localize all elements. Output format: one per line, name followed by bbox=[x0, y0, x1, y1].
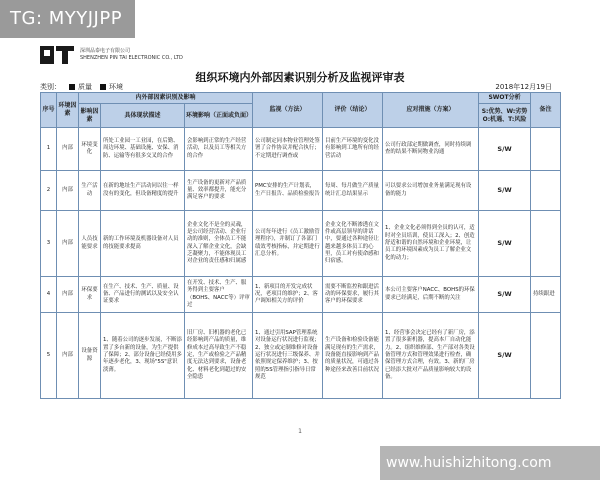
cell-desc: 在新的地址生产活动同以往一样没有的变化，但设备精度的提升 bbox=[101, 171, 185, 211]
header-group: 内外部因素识别及影响 bbox=[79, 93, 253, 104]
cell-note: 持续跟进 bbox=[531, 277, 561, 313]
cell-seq: 1 bbox=[41, 128, 57, 171]
cell-measures: 可以要求公司增加业务量满足现有设备的能力 bbox=[383, 171, 479, 211]
header-swot-sub: S:优势、W:劣势 O:机遇、T:风险 bbox=[479, 104, 531, 128]
cell-monitor: 公司制定同本物业管理处签署了合作协议并配合执行；不定期进行调查或 bbox=[253, 128, 323, 171]
cell-note bbox=[531, 128, 561, 171]
id-tag: TG: MYYJJPP bbox=[0, 0, 135, 38]
checkbox-filled-icon bbox=[69, 84, 75, 90]
cell-swot: S/W bbox=[479, 313, 531, 399]
cell-env: 内部 bbox=[57, 313, 79, 399]
logo-mark-icon bbox=[40, 46, 74, 64]
document-date: 2018年12月19日 bbox=[495, 83, 552, 91]
cell-desc: 所处工业园一工业园，在后勤、周边环境、基础设施、安保、消防、运输等有很多交叉的合作 bbox=[101, 128, 185, 171]
cell-swot: S/W bbox=[479, 277, 531, 313]
cell-impact: 生产活动 bbox=[79, 171, 101, 211]
cell-effect: 生产设备的更新对产品质量、效率都提升，能充分满足客户的要求 bbox=[185, 171, 253, 211]
cell-seq: 5 bbox=[41, 313, 57, 399]
site-watermark: www.huishizhitong.com bbox=[380, 446, 600, 480]
cell-evaluate: 需要不断监控和跟进活动的环保要求，履行其客户的环保要求 bbox=[323, 277, 383, 313]
cell-monitor: 1、新项目的开发完成状况，老项目的维护；2、客户调知相关方的评价 bbox=[253, 277, 323, 313]
document-title: 组织环境内外部因素识别分析及监视评审表 bbox=[195, 71, 405, 84]
evaluation-table bbox=[40, 92, 561, 399]
cell-evaluate: 生产设备和检验设备能满足现有的生产需求，设备能直接影响到产品的质量状况，可通过各种途径来改善目前状况 bbox=[323, 313, 383, 399]
cell-desc: 新的工作环境及机器设备对人员的技能要求提高 bbox=[101, 211, 185, 277]
cell-swot: S/W bbox=[479, 128, 531, 171]
cell-seq: 4 bbox=[41, 277, 57, 313]
cell-env: 内部 bbox=[57, 277, 79, 313]
table-row bbox=[41, 211, 561, 277]
cell-effect: 在开发、技术、生产、服务得到主要客户（BOHS、NACC等）评审过 bbox=[185, 277, 253, 313]
page-number: 1 bbox=[298, 428, 302, 435]
cell-measures: 1、经营事会决定已经有了新厂房，添置了很多新机器，提高本厂自动化能力。2、组织维修部、生产部对各类设备管理方式和管理效果进行检查，确保管理方式合理，有效。3、新的厂房已经添大批对产品质量影响较大的设备。 bbox=[383, 313, 479, 399]
company-en-name: SHENZHEN PIN TAI ELECTRONIC CO., LTD bbox=[80, 55, 183, 61]
cell-note bbox=[531, 171, 561, 211]
category-label: 类别： bbox=[40, 83, 61, 91]
cell-swot: S/W bbox=[479, 171, 531, 211]
cell-note bbox=[531, 313, 561, 399]
header-monitor: 监视（方法） bbox=[253, 93, 323, 128]
cell-monitor: 1、通过引用SAP管理系统对设备运行状况进行监视；2、独立或定制维修对设备运行状况进行三级保养、并依照规定保养维护；3、按照的5S管理指引指导日常规范 bbox=[253, 313, 323, 399]
cell-note bbox=[531, 211, 561, 277]
header-note: 备注 bbox=[531, 93, 561, 128]
header-impact: 影响因素 bbox=[79, 104, 101, 128]
category-option-environment: 环境 bbox=[109, 83, 123, 91]
cell-effect: 旧厂房、旧机器的老化已经影响到产品的质量，维修成本过高导致生产不稳定，生产或检验之产品精度无法达到要求，设备老化、材料老化到超过的安全隐患 bbox=[185, 313, 253, 399]
cell-monitor: 公司每年进行《员工激励管理程序》，并制订了各部门绩效考核指标，并定期进行汇总分析。 bbox=[253, 211, 323, 277]
table-row bbox=[41, 171, 561, 211]
cell-impact: 设备资源 bbox=[79, 313, 101, 399]
cell-evaluate: 企业文化不断渗透在文件或高层领导的讲话中，要通过各种途径让越来越多体员工的心里，员工对有使命感和归宿感。 bbox=[323, 211, 383, 277]
cell-impact: 环境变化 bbox=[79, 128, 101, 171]
header-measures: 应对措施（方案） bbox=[383, 93, 479, 128]
cell-swot: S/W bbox=[479, 211, 531, 277]
cell-measures: 1、企业文化必须得到全员的认可，适时对全员培训，使员工深入；2、创造舒适和谐的自然环境和企业环境，让员工的环境因素成为员工了解企业文化的动力； bbox=[383, 211, 479, 277]
header-swot: SWOT分析 bbox=[479, 93, 531, 104]
cell-impact: 人员技能要求 bbox=[79, 211, 101, 277]
cell-monitor: PMC安排的生产计划表，生产日报告、品质检验报告 bbox=[253, 171, 323, 211]
header-seq: 序号 bbox=[41, 93, 57, 128]
company-cn-name: 深圳品泰电子有限公司 bbox=[80, 48, 131, 54]
cell-effect: 企业文化不是全的灵魂，是公司经营活动、企业行动的准则，全体员工不能深入了解企业文化，会缺乏凝聚力，不能体现员工对企业的责任感和归属感 bbox=[185, 211, 253, 277]
header-desc: 具体现状描述 bbox=[101, 104, 185, 128]
table-row bbox=[41, 128, 561, 171]
cell-env: 内部 bbox=[57, 128, 79, 171]
cell-env: 内部 bbox=[57, 171, 79, 211]
cell-desc: 在生产、技术、生产、质量、设备、产品进行的测试以及安全认证要求 bbox=[101, 277, 185, 313]
company-logo bbox=[40, 46, 183, 64]
cell-env: 内部 bbox=[57, 211, 79, 277]
checkbox-filled-icon bbox=[100, 84, 106, 90]
header-effect: 环境影响（正面或负面） bbox=[185, 104, 253, 128]
cell-measures: 公司行政部定期做调查，同时持续调查的结果不断同物业沟通 bbox=[383, 128, 479, 171]
cell-seq: 2 bbox=[41, 171, 57, 211]
category-selector bbox=[40, 82, 123, 92]
table-row bbox=[41, 313, 561, 399]
category-option-quality: 质量 bbox=[78, 83, 92, 91]
cell-measures: 本公司主要客户NACC、BOHS的环保要求已经满足，后期不断的关注 bbox=[383, 277, 479, 313]
header-env: 环境因素 bbox=[57, 93, 79, 128]
table-row bbox=[41, 277, 561, 313]
cell-seq: 3 bbox=[41, 211, 57, 277]
cell-evaluate: 每周、每月做生产质量统计汇总结果显示 bbox=[323, 171, 383, 211]
cell-evaluate: 目前生产环境的变化没有影响到工地所有的经营活动 bbox=[323, 128, 383, 171]
cell-desc: 1、随着公司的逐步发展，不断添置了多台新的设备，为生产提供了保障；2、部分设备已经使用多年逐步老化，3、现场"5S"意识淡薄。 bbox=[101, 313, 185, 399]
header-evaluate: 评价（结论） bbox=[323, 93, 383, 128]
cell-effect: 会影响到正常的生产经营活动，以及员工等相关方的合作 bbox=[185, 128, 253, 171]
cell-impact: 环保要求 bbox=[79, 277, 101, 313]
